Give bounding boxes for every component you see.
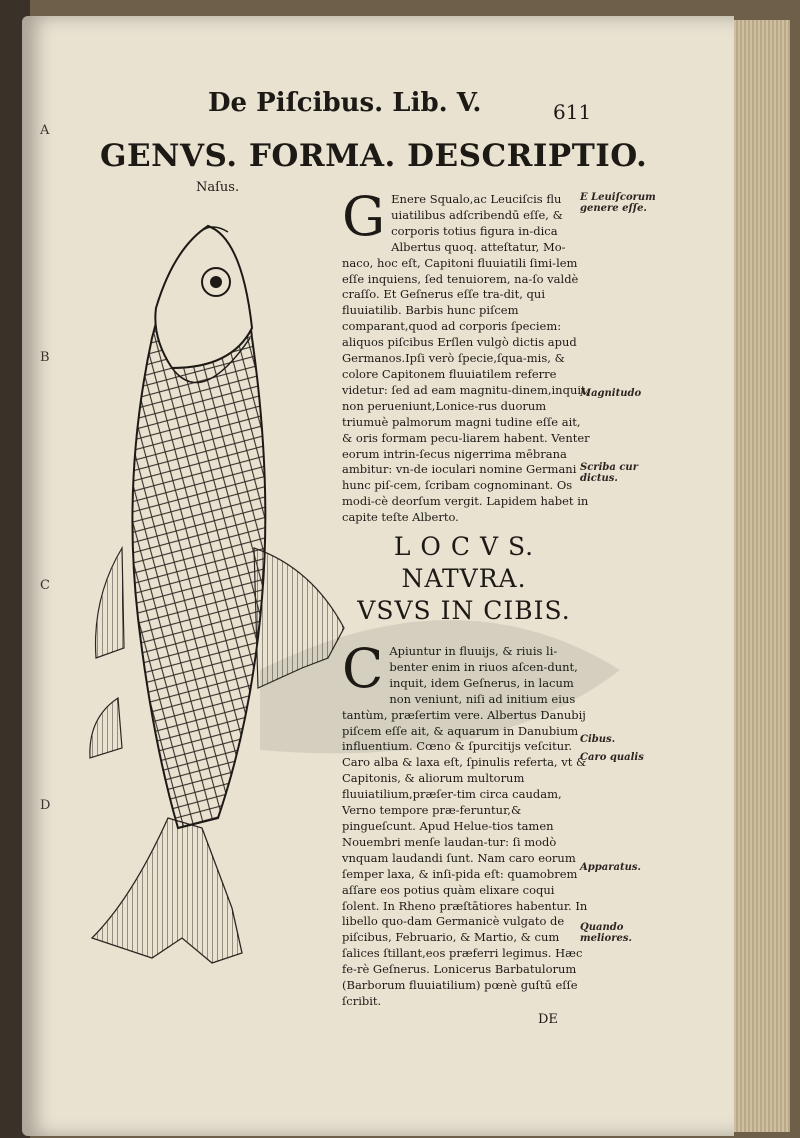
description-paragraph (342, 185, 590, 526)
fish-woodcut-illustration (82, 218, 354, 978)
marginal-note-cibus: Cibus. (580, 734, 616, 745)
marginal-note-genus: E Leuiſcorum genere eſſe. (580, 192, 656, 214)
drop-cap-c: C (342, 637, 384, 700)
margin-letter-c: C (40, 578, 50, 593)
locus-text: Apiuntur in fluuijs, & riuis li-benter enim in riuos aſcen-dunt, inquit, idem Geſnerus, in lacum non veniunt, niſi ad initium eius tantùm, præſertim vere. Albertus Danubij piſcem eſſe ait, & aquarum in Danubium influentium. Cœno & ſpurcitijs veſcitur. Caro alba & laxa eſt, ſpinulis referta, vt & Capitonis, & aliorum multorum fluuiatilium,præſer-tim circa caudam, Verno tempore præ-feruntur,& pingueſcunt. Apud Helue-tios tamen Nouembri menſe laudan-tur: ſi modò vnquam laudandi ſunt. Nam caro eorum ſemper laxa, & inſi-pida eſt: quamobrem aſſare eos potius quàm elixare coqui ſolent. In Rheno præſtātiores habentur. In libello quo-dam Germanicè vulgato de piſcibus, Februario, & Martio, & cum ſalices ſtillant,eos præferri legimus. Hæc fe-rè Geſnerus. Lonicerus Barbatulorum (Barborum fluuiatilium) pœnè guſtū eſſe ſcribit. (342, 644, 588, 1008)
heading-usus-in-cibis: VSVS IN CIBIS. (357, 596, 571, 625)
running-title: De Piſcibus. Lib. V. (208, 88, 482, 118)
marginal-note-magnitudo: Magnitudo (580, 388, 642, 399)
marginal-note-apparatus: Apparatus. (580, 862, 641, 873)
margin-letter-b: B (40, 350, 50, 365)
margin-letter-a: A (40, 123, 50, 138)
marginal-note-caro: Caro qualis (580, 752, 644, 763)
margin-letter-d: D (40, 798, 51, 813)
page-number: 611 (553, 100, 592, 124)
marginal-note-quando: Quando meliores. (580, 922, 632, 944)
description-text: Enere Squalo,ac Leuciſcis flu uiatilibus adſcribendū eſſe, & corporis totius figura in-dica Albertus quoq. atteſtatur, Mo-naco, hoc eſt, Capitoni fluuiatili ſimi-lem eſſe inquiens, ſed tenuiorem, na-ſo valdè craſſo. Et Geſnerus eſſe tra-dit, qui fluuiatilib. Barbis hunc piſcem comparant,quod ad corporis ſpeciem: aliquos piſcibus Erſlen vulgò dictis apud Germanos.Ipſi verò ſpecie,ſqua-mis, & colore Capitonem fluuiatilem referre videtur: ſed ad eam magnitu-dinem,inquit, non perueniunt,Lonice-rus duorum triumuè palmorum magni tudine eſſe ait, & oris formam pecu-liarem habent. Venter eorum intrin-ſecus nigerrima mēbrana ambitur: vn-de ioculari nomine Germani hunc piſ-cem, ſcribam cognominant. Os modi-cè deorſum vergit. Lapidem habet in capite teſte Alberto. (342, 192, 590, 525)
page-edges (734, 20, 790, 1132)
heading-locus: L O C V S. (393, 532, 535, 561)
figure-label: Naſus. (196, 180, 240, 195)
marginal-note-scriba: Scriba cur dictus. (580, 462, 638, 484)
chapter-title: GENVS. FORMA. DESCRIPTIO. (100, 138, 648, 174)
catchword: DE (538, 1012, 558, 1027)
locus-paragraph (342, 637, 590, 1010)
drop-cap-g: G (342, 185, 386, 248)
heading-natura: NATVRA. (401, 564, 527, 593)
